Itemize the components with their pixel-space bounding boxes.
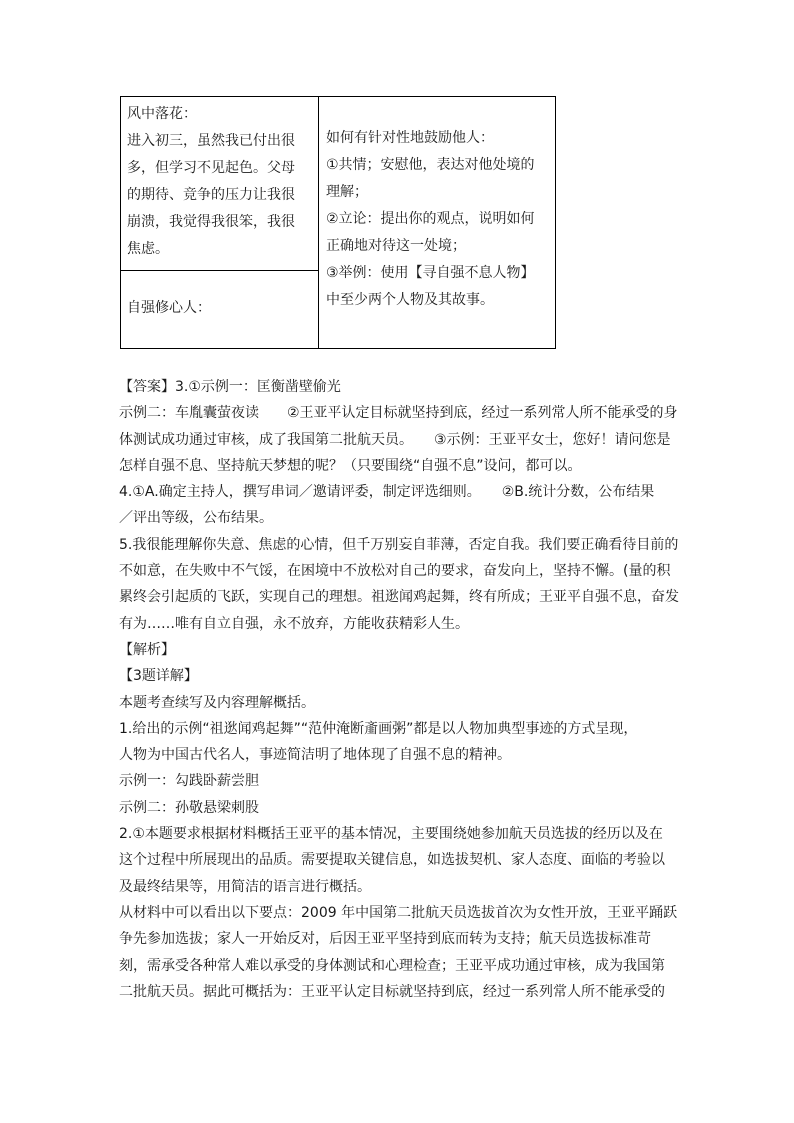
instruction-line: 正确地对待这一处境； <box>326 238 466 254</box>
table-cell-reply <box>121 271 318 349</box>
body-line: 示例二：车胤囊萤夜读 ②王亚平认定目标就坚持到底，经过一系列常人所不能承受的身 <box>119 405 678 422</box>
body-line: ／评出等级，公布结果。 <box>119 510 273 527</box>
body-line: 二批航天员。据此可概括为：王亚平认定目标就坚持到底，经过一系列常人所不能承受的 <box>119 983 665 1000</box>
body-line: 人物为中国古代名人，事迹简洁明了地体现了自强不息的精神。 <box>119 747 511 764</box>
instruction-line: 如何有针对性地鼓励他人： <box>326 130 494 146</box>
instruction-line: 中至少两个人物及其故事。 <box>326 292 494 308</box>
body-line: 示例二：孙敬悬梁刺股 <box>119 799 259 816</box>
body-line: 争先参加选拔；家人一开始反对，后因王亚平坚持到底而转为支持；航天员选拔标准苛 <box>119 931 651 948</box>
message-line: 进入初三，虽然我已付出很 <box>127 133 295 149</box>
body-line: 从材料中可以看出以下要点：2009 年中国第二批航天员选拔首次为女性开放，王亚平踊跃 <box>119 904 678 921</box>
table-cell-instructions <box>319 97 556 348</box>
body-line: 及最终结果等，用简洁的语言进行概括。 <box>119 878 371 895</box>
body-line: 有为……唯有自立自强，永不放弃，方能收获精彩人生。 <box>119 615 469 632</box>
instruction-line: 理解； <box>326 184 368 200</box>
analysis-heading: 【解析】 <box>119 641 175 658</box>
body-line: 2.①本题要求根据材料概括王亚平的基本情况，主要围绕她参加航天员选拔的经历以及在 <box>119 826 663 843</box>
body-line: 本题考查续写及内容理解概括。 <box>119 694 315 711</box>
body-line: 刻，需承受各种常人难以承受的身体测试和心理检查；王亚平成功通过审核，成为我国第 <box>119 957 665 974</box>
body-line: 1.给出的示例“祖逖闻鸡起舞”“范仲淹断齑画粥”都是以人物加典型事迹的方式呈现， <box>119 720 638 737</box>
body-line: 怎样自强不息、坚持航天梦想的呢？（只要围绕“自强不息”设问，都可以。 <box>119 457 582 474</box>
body-line: 体测试成功通过审核，成了我国第二批航天员。 ③示例：王亚平女士，您好！请问您是 <box>119 431 671 448</box>
reply-label: 自强修心人： <box>127 300 211 316</box>
body-line: 4.①A.确定主持人，撰写串词／邀请评委，制定评选细则。 ②B.统计分数，公布结果 <box>119 484 655 501</box>
table-cell-message <box>121 97 318 271</box>
instruction-line: ①共情；安慰他，表达对他处境的 <box>326 157 535 173</box>
message-line: 多，但学习不见起色。父母 <box>127 160 295 176</box>
body-line: 不如意，在失败中不气馁，在困境中不放松对自己的要求，奋发向上，坚持不懈。(量的积 <box>119 563 671 580</box>
message-line: 的期待、竞争的压力让我很 <box>127 187 295 203</box>
advice-table <box>120 96 556 349</box>
instruction-line: ②立论：提出你的观点，说明如何 <box>326 211 535 227</box>
table-left-column <box>121 97 319 348</box>
instruction-line: ③举例：使用【寻自强不息人物】 <box>326 265 535 281</box>
message-title: 风中落花： <box>127 106 197 122</box>
body-line: 累终会引起质的飞跃，实现自己的理想。祖逖闻鸡起舞，终有所成；王亚平自强不息，奋发 <box>119 589 679 606</box>
message-line: 崩溃，我觉得我很笨，我很 <box>127 214 295 230</box>
question-3-heading: 【3题详解】 <box>119 668 198 685</box>
answer-explanation-body <box>119 374 679 1005</box>
answer-heading-line: 【答案】3.①示例一：匡衡凿壁偷光 <box>119 379 341 395</box>
body-line: 5.我很能理解你失意、焦虑的心情，但千万别妄自菲薄，否定自我。我们要正确看待目前的 <box>119 536 679 553</box>
message-line: 焦虑。 <box>127 241 169 257</box>
body-line: 示例一：勾践卧薪尝胆 <box>119 773 259 790</box>
body-line: 这个过程中所展现出的品质。需要提取关键信息，如选拔契机、家人态度、面临的考验以 <box>119 852 665 869</box>
